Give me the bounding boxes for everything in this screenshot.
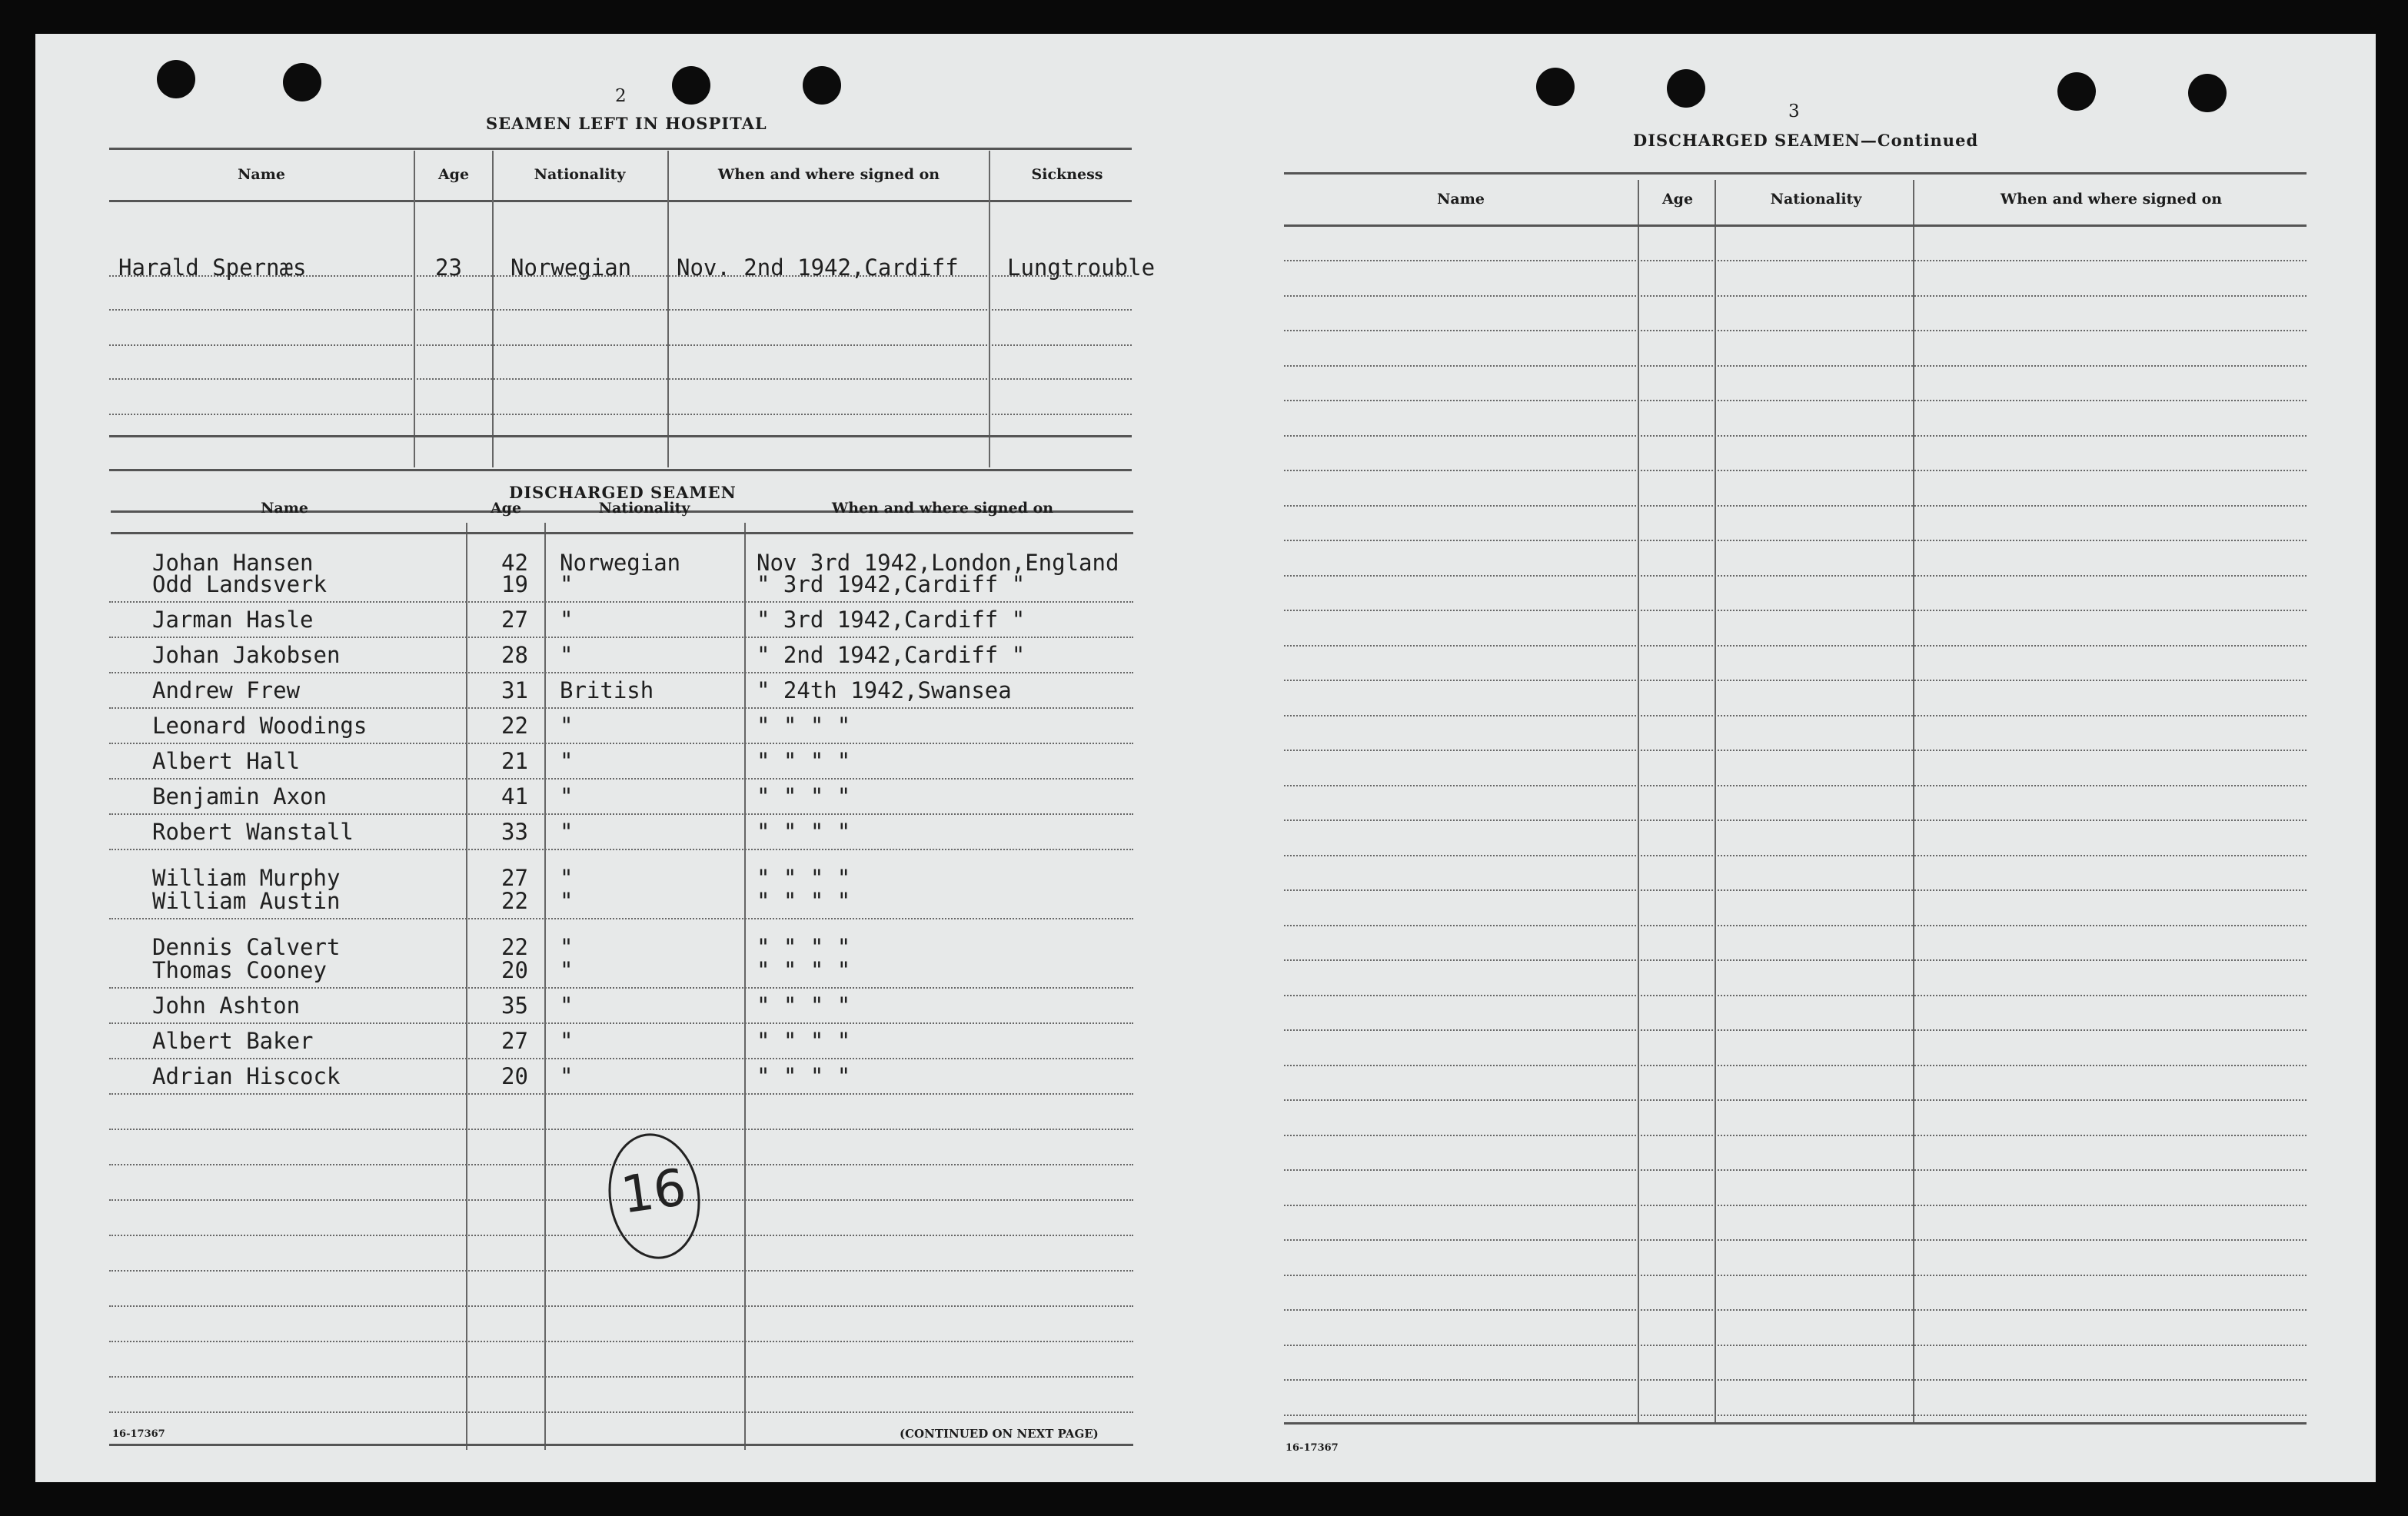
punch-hole: [672, 66, 710, 105]
row-line: [1284, 470, 2307, 471]
row-line: [109, 1129, 1133, 1130]
seaman-nationality: ": [560, 571, 574, 597]
seaman-name: Albert Hall: [152, 748, 301, 774]
seaman-age: 35: [501, 992, 528, 1019]
row-line: [1284, 1275, 2307, 1276]
seaman-signed-on: " " " ": [757, 992, 851, 1019]
seaman-nationality: ": [560, 713, 574, 739]
row-line: [1284, 610, 2307, 611]
row-line: [109, 1058, 1133, 1059]
seaman-name: William Murphy: [152, 865, 341, 891]
row-line: [1284, 1345, 2307, 1346]
seaman-age: 22: [501, 888, 528, 914]
seaman-age: 41: [501, 783, 528, 810]
punch-hole: [2188, 74, 2227, 112]
punch-hole: [2057, 72, 2096, 111]
row-line: [1284, 575, 2307, 577]
seaman-signed-on: " " " ": [757, 1028, 851, 1054]
row-line: [1284, 330, 2307, 331]
row-line: [109, 1411, 1133, 1413]
column-header: When and where signed on: [717, 166, 940, 183]
row-line: [1284, 1029, 2307, 1031]
row-line: [109, 1341, 1133, 1342]
seaman-signed-on: " " " ": [757, 1063, 851, 1089]
seaman-signed-on: " 3rd 1942,Cardiff ": [757, 571, 1026, 597]
seaman-signed-on: " 24th 1942,Swansea: [757, 677, 1012, 703]
row-line: [109, 1093, 1133, 1095]
row-line: [109, 849, 1133, 850]
row-line: [109, 707, 1133, 709]
hospital-signed-on: Nov. 2nd 1942,Cardiff: [677, 254, 959, 281]
seaman-age: 27: [501, 865, 528, 891]
left-page: [35, 34, 1218, 1482]
row-line: [109, 1270, 1133, 1272]
row-line: [109, 918, 1133, 919]
row-line: [1284, 260, 2307, 261]
column-header: Age: [1661, 191, 1694, 208]
seaman-age: 31: [501, 677, 528, 703]
column-header: Name: [1437, 191, 1485, 208]
form-number: 16-17367: [1285, 1442, 1339, 1454]
table-border: [1284, 1422, 2307, 1425]
column-divider: [544, 523, 546, 1450]
seaman-signed-on: " " " ": [757, 865, 851, 891]
seaman-name: William Austin: [152, 888, 341, 914]
punch-hole: [283, 63, 321, 101]
row-line: [1284, 540, 2307, 541]
row-line: [109, 1305, 1133, 1307]
seaman-age: 22: [501, 713, 528, 739]
seaman-signed-on: " " " ": [757, 819, 851, 845]
seaman-age: 20: [501, 1063, 528, 1089]
seaman-signed-on: " " " ": [757, 957, 851, 983]
seaman-signed-on: " " " ": [757, 888, 851, 914]
seaman-signed-on: Nov 3rd 1942,London,England: [757, 550, 1119, 576]
hospital-age: 23: [435, 254, 462, 281]
handwritten-count: 16: [600, 1128, 708, 1265]
hospital-sickness: Lungtrouble: [1007, 254, 1156, 281]
seaman-nationality: Norwegian: [560, 550, 681, 576]
column-header: Name: [261, 500, 308, 517]
seaman-nationality: ": [560, 934, 574, 960]
seaman-name: Albert Baker: [152, 1028, 314, 1054]
seaman-nationality: ": [560, 1028, 574, 1054]
row-line: [1284, 400, 2307, 401]
seaman-nationality: ": [560, 819, 574, 845]
page-number: 3: [1788, 101, 1800, 121]
seaman-nationality: ": [560, 607, 574, 633]
seaman-name: Jarman Hasle: [152, 607, 314, 633]
seaman-signed-on: " 2nd 1942,Cardiff ": [757, 642, 1026, 668]
seaman-name: Leonard Woodings: [152, 713, 368, 739]
seaman-signed-on: " " " ": [757, 713, 851, 739]
row-line: [1284, 1135, 2307, 1136]
table-border: [111, 532, 1133, 534]
row-line: [109, 1376, 1133, 1378]
seaman-nationality: ": [560, 957, 574, 983]
seaman-name: Benjamin Axon: [152, 783, 327, 810]
table-border: [109, 469, 1132, 471]
table-border: [109, 1444, 1133, 1446]
row-line: [1284, 889, 2307, 891]
row-line: [1284, 1169, 2307, 1171]
seaman-name: Odd Landsverk: [152, 571, 327, 597]
seaman-signed-on: " " " ": [757, 934, 851, 960]
column-divider: [466, 523, 467, 1450]
row-line: [109, 1022, 1133, 1024]
hospital-nationality: Norwegian: [511, 254, 632, 281]
row-line: [1284, 820, 2307, 821]
seaman-age: 22: [501, 934, 528, 960]
seaman-nationality: ": [560, 642, 574, 668]
row-line: [1284, 959, 2307, 961]
row-line: [109, 414, 1132, 415]
seaman-age: 19: [501, 571, 528, 597]
seaman-signed-on: " " " ": [757, 783, 851, 810]
row-line: [1284, 1379, 2307, 1381]
row-line: [1284, 645, 2307, 647]
column-header: Sickness: [1031, 166, 1103, 183]
seaman-signed-on: " 3rd 1942,Cardiff ": [757, 607, 1026, 633]
row-line: [109, 987, 1133, 989]
row-line: [1284, 295, 2307, 297]
table-border: [1284, 224, 2307, 227]
punch-hole: [157, 60, 195, 98]
row-line: [1284, 1099, 2307, 1101]
row-line: [109, 813, 1133, 815]
row-line: [1284, 1309, 2307, 1311]
table-border: [1284, 172, 2307, 175]
form-number: 16-17367: [112, 1428, 165, 1440]
row-line: [1284, 1415, 2307, 1416]
column-header: Nationality: [534, 166, 626, 183]
seaman-nationality: ": [560, 1063, 574, 1089]
column-header: Nationality: [1770, 191, 1862, 208]
seaman-name: Robert Wanstall: [152, 819, 354, 845]
row-line: [1284, 1205, 2307, 1206]
column-divider: [744, 523, 746, 1450]
seaman-age: 33: [501, 819, 528, 845]
seaman-name: John Ashton: [152, 992, 301, 1019]
row-line: [1284, 1065, 2307, 1066]
row-line: [1284, 365, 2307, 367]
punch-hole: [1667, 69, 1705, 108]
page-number: 2: [615, 86, 627, 106]
seaman-nationality: British: [560, 677, 654, 703]
continued-section-title: DISCHARGED SEAMEN—Continued: [1633, 131, 1979, 150]
seaman-name: Andrew Frew: [152, 677, 301, 703]
seaman-age: 27: [501, 607, 528, 633]
continued-note: (CONTINUED ON NEXT PAGE): [900, 1427, 1099, 1441]
row-line: [1284, 1239, 2307, 1241]
seaman-name: Johan Hansen: [152, 550, 314, 576]
row-line: [109, 637, 1133, 638]
hospital-name: Harald Spernæs: [118, 254, 307, 281]
punch-hole: [803, 66, 841, 105]
row-line: [1284, 715, 2307, 716]
table-border: [109, 148, 1132, 150]
hospital-section-title: SEAMEN LEFT IN HOSPITAL: [486, 114, 767, 133]
row-line: [1284, 995, 2307, 996]
row-line: [1284, 435, 2307, 437]
column-header: When and where signed on: [2000, 191, 2223, 208]
seaman-name: Johan Jakobsen: [152, 642, 341, 668]
right-page: [1213, 34, 2376, 1482]
seaman-age: 28: [501, 642, 528, 668]
column-header: Name: [238, 166, 285, 183]
row-line: [109, 601, 1133, 603]
seaman-age: 42: [501, 550, 528, 576]
seaman-nationality: ": [560, 748, 574, 774]
row-line: [1284, 785, 2307, 786]
column-header: Age: [437, 166, 470, 183]
column-header: When and where signed on: [831, 500, 1054, 517]
row-line: [1284, 750, 2307, 751]
seaman-age: 27: [501, 1028, 528, 1054]
seaman-age: 21: [501, 748, 528, 774]
row-line: [109, 672, 1133, 673]
seaman-age: 20: [501, 957, 528, 983]
seaman-nationality: ": [560, 865, 574, 891]
row-line: [109, 743, 1133, 744]
row-line: [109, 778, 1133, 780]
table-border: [109, 435, 1132, 437]
row-line: [109, 344, 1132, 346]
row-line: [1284, 680, 2307, 681]
seaman-name: Thomas Cooney: [152, 957, 327, 983]
seaman-nationality: ": [560, 783, 574, 810]
column-header: Nationality: [598, 500, 690, 517]
discharged-section-title: DISCHARGED SEAMEN: [509, 483, 737, 502]
seaman-nationality: ": [560, 992, 574, 1019]
row-line: [1284, 925, 2307, 926]
seaman-name: Adrian Hiscock: [152, 1063, 341, 1089]
seaman-signed-on: " " " ": [757, 748, 851, 774]
seaman-name: Dennis Calvert: [152, 934, 341, 960]
seaman-nationality: ": [560, 888, 574, 914]
row-line: [1284, 505, 2307, 507]
punch-hole: [1536, 68, 1575, 106]
row-line: [109, 309, 1132, 311]
table-border: [109, 200, 1132, 202]
column-header: Age: [490, 500, 522, 517]
row-line: [1284, 855, 2307, 856]
row-line: [109, 378, 1132, 380]
